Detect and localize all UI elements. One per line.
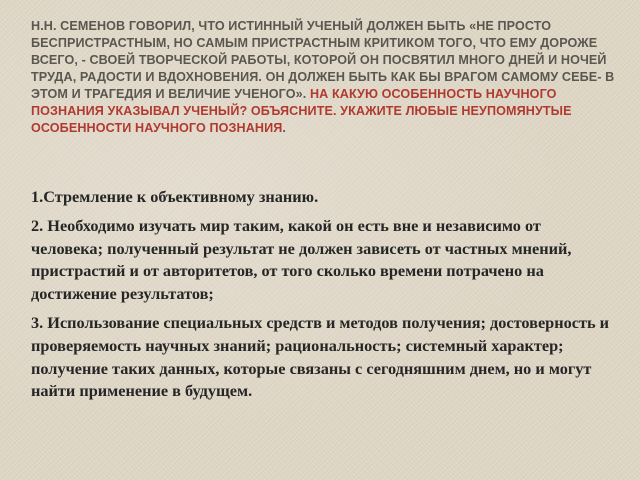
answer-points xyxy=(31,186,616,409)
heading-end-punctuation: . xyxy=(282,121,287,135)
answer-point-1: 1.Стремление к объективному знанию. xyxy=(31,187,319,206)
answer-point-2: 2. Необходимо изучать мир таким, какой он есть вне и независимо от человека; полученный результат не должен зависеть от частных мнений, пристрастий и от авторитетов, от того сколько времени потрачено на достижение результатов; xyxy=(31,215,572,304)
answer-point-3: 3. Использование специальных средств и методов получения; достоверность и проверяемость научных знаний; рациональность; системный характер; получение таких данных, которые связаны с сегодняшним днем, но и могут найти применение в будущем. xyxy=(31,312,610,401)
slide-heading xyxy=(31,18,616,137)
heading-question-text: НА КАКУЮ ОСОБЕННОСТЬ НАУЧНОГО ПОЗНАНИЯ УКАЗЫВАЛ УЧЕНЫЙ? ОБЪЯСНИТЕ. УКАЖИТЕ ЛЮБЫЕ НЕУПОМЯНУТЫЕ ОСОБЕННОСТИ НАУЧНОГО ПОЗНАНИЯ xyxy=(31,87,572,135)
heading-quote-text: Н.Н. СЕМЕНОВ ГОВОРИЛ, ЧТО ИСТИННЫЙ УЧЕНЫЙ ДОЛЖЕН БЫТЬ «НЕ ПРОСТО БЕСПРИСТРАСТНЫМ, НО САМЫМ ПРИСТРАСТНЫМ КРИТИКОМ ТОГО, ЧТО ЕМУ ДОРОЖЕ ВСЕГО, - СВОЕЙ ТВОРЧЕСКОЙ РАБОТЫ, КОТОРОЙ ОН ПОСВЯТИЛ МНОГО ДНЕЙ И НОЧЕЙ ТРУДА, РАДОСТИ И ВДОХНОВЕНИЯ. ОН ДОЛЖЕН БЫТЬ КАК БЫ ВРАГОМ САМОМУ СЕБЕ- В ЭТОМ И ТРАГЕДИЯ И ВЕЛИЧИЕ УЧЕНОГО». xyxy=(31,19,615,101)
